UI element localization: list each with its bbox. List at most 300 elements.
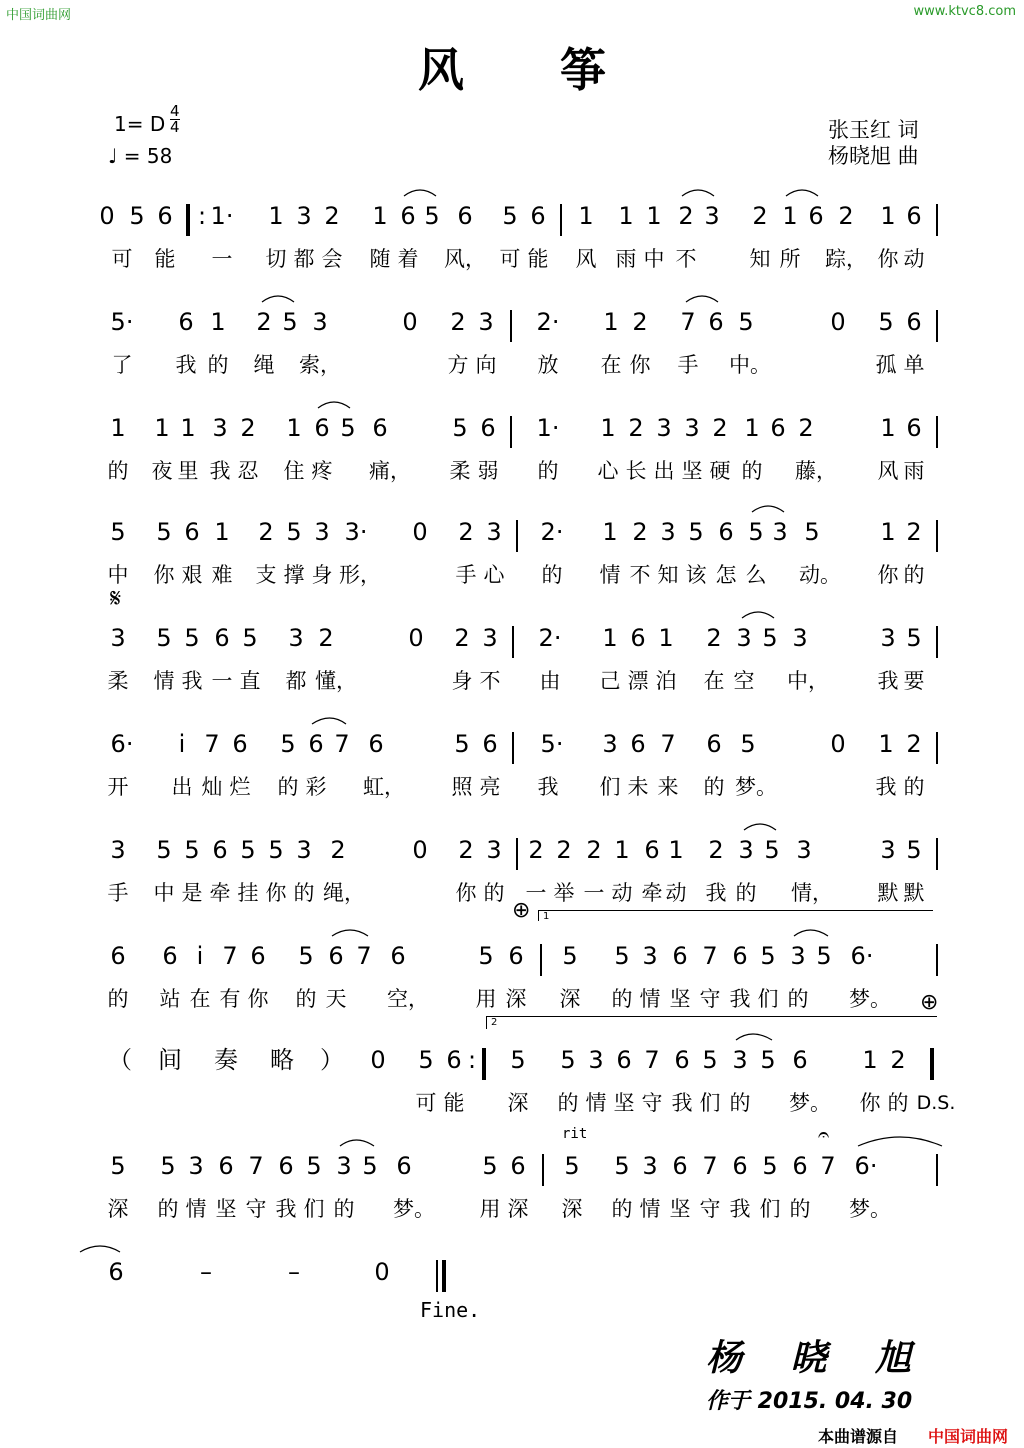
lyric-char: 里 — [177, 459, 199, 483]
footer-source-label: 本曲谱源自 — [818, 1427, 899, 1446]
note: 5 — [156, 624, 172, 652]
slur-arc — [742, 612, 774, 618]
lyricist-credit: 张玉红 词 — [828, 118, 919, 142]
note: 2 — [890, 1046, 906, 1074]
note: 1· — [210, 202, 234, 230]
lyric-char: 柔 — [449, 459, 471, 483]
lyric-char: 方 — [447, 353, 469, 377]
note: 1 — [744, 414, 760, 442]
lyric-char: 们 — [303, 1197, 325, 1221]
lyric-char: 单 — [903, 353, 925, 377]
note: 0 — [408, 624, 424, 652]
note: 6 — [480, 414, 496, 442]
lyric-char: 守 — [699, 1197, 721, 1221]
lyric-char: 着 — [397, 247, 419, 271]
note: 5 — [738, 308, 754, 336]
lyric-char: 能 — [527, 247, 549, 271]
note: 5 — [762, 624, 778, 652]
time-sig-top: 4 — [170, 102, 180, 120]
lyric-char: 艰 — [181, 563, 203, 587]
lyric-char: 不 — [675, 247, 697, 271]
note: 2 — [556, 836, 572, 864]
lyric-char: 在 — [189, 987, 211, 1011]
note: 5 — [242, 624, 258, 652]
note: 5 — [906, 624, 922, 652]
note: 5 — [510, 1046, 526, 1074]
note: 5 — [129, 202, 145, 230]
note: 6· — [110, 730, 134, 758]
lyric-char: 的 — [735, 881, 757, 905]
lyric-char: 都 — [285, 669, 307, 693]
lyric-char: 手 — [455, 563, 477, 587]
lyric-char: 站 — [159, 987, 181, 1011]
note: 6 — [792, 1152, 808, 1180]
lyric-char: 中 — [107, 563, 129, 587]
lyric-char: 牵 — [641, 881, 663, 905]
note: 1 — [602, 624, 618, 652]
lyric-char: 情 — [153, 669, 175, 693]
tie-arc — [858, 1137, 942, 1146]
note: 3 — [684, 414, 700, 442]
note: 5 — [184, 624, 200, 652]
note: 1 — [210, 308, 226, 336]
lyric-char: 都 — [293, 247, 315, 271]
note: 1 — [880, 518, 896, 546]
lyric-char: 举 — [553, 881, 575, 905]
note: 2 — [258, 518, 274, 546]
note: 5 — [478, 942, 494, 970]
lyric-char: 照 — [451, 775, 473, 799]
lyric-char: 切 — [265, 247, 287, 271]
note: 6 — [718, 518, 734, 546]
lyric-char: 你 — [153, 563, 175, 587]
lyric-char: 可 — [415, 1091, 437, 1115]
note: 5 — [286, 518, 302, 546]
segno-icon: 𝄋 — [110, 584, 122, 614]
lyric-char: 们 — [759, 1197, 781, 1221]
fine-marking: Fine. — [420, 1298, 481, 1322]
lyric-char: 中， — [787, 669, 829, 693]
note: 5 — [764, 836, 780, 864]
lyric-char: 随 — [369, 247, 391, 271]
note: 3 — [314, 518, 330, 546]
note: 3 — [790, 942, 806, 970]
note: 5 — [564, 1152, 580, 1180]
note: 6 — [482, 730, 498, 758]
lyric-char: 情 — [585, 1091, 607, 1115]
lyric-char: 情 — [185, 1197, 207, 1221]
note: 2 — [330, 836, 346, 864]
site-logo-left[interactable]: 中国词曲网 — [6, 8, 72, 23]
lyric-char: 我 — [875, 775, 897, 799]
interlude-char: 略 — [270, 1046, 294, 1074]
lyric-char: 要 — [903, 669, 925, 693]
note: 2 — [798, 414, 814, 442]
lyric-char: 是 — [181, 881, 203, 905]
note: 5 — [240, 836, 256, 864]
lyric-char: 情 — [639, 987, 661, 1011]
lyric-char: 直 — [239, 669, 261, 693]
lyric-char: 的 — [903, 563, 925, 587]
note: 6 — [214, 624, 230, 652]
note: 1 — [286, 414, 302, 442]
lyric-char: 的 — [787, 987, 809, 1011]
lyric-char: 漂 — [627, 669, 649, 693]
note: 6 — [218, 1152, 234, 1180]
note: 6 — [906, 414, 922, 442]
lyric-char: 我 — [181, 669, 203, 693]
lyric-char: 坚 — [613, 1091, 635, 1115]
note: 0 — [830, 308, 846, 336]
note: 7 — [820, 1152, 836, 1180]
lyric-char: 由 — [539, 669, 561, 693]
note: 5 — [562, 942, 578, 970]
lyric-char: 索， — [299, 353, 341, 377]
note: 3 — [188, 1152, 204, 1180]
note: 1 — [600, 414, 616, 442]
lyric-char: 泊 — [655, 669, 677, 693]
lyric-char: 虹， — [363, 775, 405, 799]
note: 3 — [732, 1046, 748, 1074]
lyric-char: 了 — [111, 353, 133, 377]
note: 2· — [538, 624, 562, 652]
note: 6 — [110, 942, 126, 970]
lyric-char: 开 — [107, 775, 129, 799]
lyric-char: 有 — [219, 987, 241, 1011]
note: 5 — [454, 730, 470, 758]
note: 6 — [457, 202, 473, 230]
note: 6 — [368, 730, 384, 758]
note: 1 — [668, 836, 684, 864]
lyric-char: 梦。 — [393, 1197, 435, 1221]
lyric-char: 形， — [339, 563, 381, 587]
note: 6 — [616, 1046, 632, 1074]
lyric-char: 默 — [903, 881, 925, 905]
note: 7 — [660, 730, 676, 758]
note: 1 — [110, 414, 126, 442]
note: 6· — [850, 942, 874, 970]
note: i — [196, 942, 204, 970]
tempo-marking: ♩ = 58 — [108, 144, 173, 168]
lyric-char: 守 — [699, 987, 721, 1011]
note: 1 — [180, 414, 196, 442]
key-signature: 1= D — [114, 112, 166, 136]
rit-marking: rit — [562, 1126, 588, 1142]
lyric-char: 情， — [791, 881, 833, 905]
note: 6 — [390, 942, 406, 970]
lyric-char: 身 — [451, 669, 473, 693]
note: 2 — [906, 518, 922, 546]
note: 3 — [486, 836, 502, 864]
note: 5 — [306, 1152, 322, 1180]
note: 5 — [452, 414, 468, 442]
note: 3 — [656, 414, 672, 442]
lyric-char: 的 — [107, 987, 129, 1011]
note: 6 — [308, 730, 324, 758]
note: 5 — [418, 1046, 434, 1074]
lyric-char: 风 — [575, 247, 597, 271]
note: i — [178, 730, 186, 758]
note: 2 — [528, 836, 544, 864]
note: 5 — [760, 1046, 776, 1074]
lyric-char: 长 — [625, 459, 647, 483]
lyric-char: 天 — [325, 987, 347, 1011]
lyric-char: 中 — [153, 881, 175, 905]
lyric-char: 风 — [877, 459, 899, 483]
lyric-char: 的 — [483, 881, 505, 905]
lyric-char: 可 — [499, 247, 521, 271]
note: 7 — [334, 730, 350, 758]
lyric-char: 硬 — [709, 459, 731, 483]
lyric-char: 在 — [600, 353, 622, 377]
note: 6 — [706, 730, 722, 758]
coda-icon: ⊕ — [920, 990, 939, 1015]
lyric-char: 难 — [211, 563, 233, 587]
note: 3 — [642, 942, 658, 970]
note: 3 — [602, 730, 618, 758]
lyric-char: 撑 — [283, 563, 305, 587]
lyric-char: 的 — [887, 1091, 909, 1115]
note: 7 — [222, 942, 238, 970]
lyric-char: 夜 — [151, 459, 173, 483]
interlude-paren: （ — [108, 1046, 132, 1074]
lyric-char: 梦。 — [849, 987, 891, 1011]
note: 5 — [282, 308, 298, 336]
lyric-char: 孤 — [875, 353, 897, 377]
note: 6 — [314, 414, 330, 442]
note: 7 — [702, 942, 718, 970]
note: 6 — [732, 1152, 748, 1180]
lyric-char: 雨 — [903, 459, 925, 483]
note: 6 — [808, 202, 824, 230]
note: 1 — [603, 308, 619, 336]
lyric-char: 绳， — [323, 881, 365, 905]
coda-icon: ⊕ — [512, 898, 531, 923]
note: 6 — [770, 414, 786, 442]
note: 6 — [212, 836, 228, 864]
note: 6 — [157, 202, 173, 230]
lyric-char: 心 — [483, 563, 505, 587]
note: – — [200, 1258, 212, 1286]
note: 1 — [880, 202, 896, 230]
note: 3 — [296, 836, 312, 864]
note: 3 — [212, 414, 228, 442]
lyric-char: 的 — [157, 1197, 179, 1221]
note: 6 — [510, 1152, 526, 1180]
interlude-paren: ） — [320, 1046, 344, 1074]
note: 3 — [296, 202, 312, 230]
note: 0 — [412, 836, 428, 864]
lyric-char: 你 — [247, 987, 269, 1011]
note: 5 — [160, 1152, 176, 1180]
lyric-char: 空 — [733, 669, 755, 693]
slur-arc — [752, 506, 784, 512]
note: 6 — [508, 942, 524, 970]
note: 6 — [708, 308, 724, 336]
lyric-char: 你 — [877, 563, 899, 587]
lyric-char: 深 — [507, 1197, 529, 1221]
note: 3 — [336, 1152, 352, 1180]
note: 2 — [458, 518, 474, 546]
lyric-char: 我 — [705, 881, 727, 905]
note: 2 — [752, 202, 768, 230]
lyric-char: 来 — [657, 775, 679, 799]
note: 5 — [614, 1152, 630, 1180]
lyric-char: 手 — [107, 881, 129, 905]
volta-1-label: 1 — [543, 911, 550, 922]
lyric-char: 不 — [629, 563, 651, 587]
note: 7 — [356, 942, 372, 970]
song-title: 风 筝 — [417, 43, 646, 97]
note: 6 — [906, 308, 922, 336]
note: 0 — [412, 518, 428, 546]
lyric-char: 你 — [629, 353, 651, 377]
footer-source-site[interactable]: 中国词曲网 — [928, 1427, 1009, 1446]
note: 2 — [240, 414, 256, 442]
lyric-char: 我 — [537, 775, 559, 799]
volta-2-label: 2 — [491, 1017, 498, 1028]
site-url-right[interactable]: www.ktvc8.com — [913, 4, 1016, 19]
slur-arc — [682, 190, 714, 196]
note: 3 — [482, 624, 498, 652]
note: 0 — [99, 202, 115, 230]
lyric-char: 们 — [699, 1091, 721, 1115]
slur-arc — [312, 718, 346, 724]
lyric-char: 痛， — [369, 459, 411, 483]
lyric-char: 一 — [211, 247, 233, 271]
note: 3 — [110, 836, 126, 864]
note: 5· — [110, 308, 134, 336]
note: 2 — [632, 308, 648, 336]
note: 1 — [578, 202, 594, 230]
lyric-char: 身 — [311, 563, 333, 587]
note: 6 — [674, 1046, 690, 1074]
note: 5 — [760, 942, 776, 970]
barline — [436, 1260, 438, 1292]
composition-date: 作于 2015. 04. 30 — [706, 1389, 913, 1414]
lyric-char: 我 — [209, 459, 231, 483]
lyric-char: 动。 — [799, 563, 841, 587]
note: 6 — [732, 942, 748, 970]
note: 2 — [324, 202, 340, 230]
lyric-char: 怎 — [715, 563, 737, 587]
lyric-char: 的 — [537, 459, 559, 483]
lyric-char: 风， — [444, 247, 486, 271]
note: 3 — [660, 518, 676, 546]
note: 5 — [280, 730, 296, 758]
lyric-char: 坚 — [681, 459, 703, 483]
lyric-char: 深 — [507, 1091, 529, 1115]
note: 5 — [502, 202, 518, 230]
lyric-char: 在 — [703, 669, 725, 693]
note: 3 — [312, 308, 328, 336]
note: 2 — [906, 730, 922, 758]
note: 1 — [602, 518, 618, 546]
note: 2· — [536, 308, 560, 336]
lyric-char: 彩 — [305, 775, 327, 799]
note: 6 — [372, 414, 388, 442]
note: 5 — [362, 1152, 378, 1180]
lyric-char: 你 — [455, 881, 477, 905]
note: – — [288, 1258, 300, 1286]
lyric-char: 坚 — [669, 1197, 691, 1221]
note: 5 — [110, 1152, 126, 1180]
lyric-char: 支 — [255, 563, 277, 587]
note: 6 — [328, 942, 344, 970]
note: 6 — [250, 942, 266, 970]
lyric-char: 的 — [611, 1197, 633, 1221]
slur-arc — [262, 296, 294, 302]
lyric-char: 一 — [211, 669, 233, 693]
note: 1 — [878, 730, 894, 758]
note: 5 — [156, 836, 172, 864]
note: 5 — [906, 836, 922, 864]
lyric-char: 坚 — [215, 1197, 237, 1221]
slur-arc — [786, 190, 818, 196]
slur-arc — [318, 402, 350, 408]
lyric-char: 的 — [789, 1197, 811, 1221]
note: 3 — [110, 624, 126, 652]
note: 5 — [268, 836, 284, 864]
note: 3 — [772, 518, 788, 546]
lyric-char: 绳 — [253, 353, 275, 377]
slur-arc — [686, 296, 718, 302]
note: 0 — [370, 1046, 386, 1074]
lyric-char: 梦。 — [849, 1197, 891, 1221]
lyric-char: 灿 — [201, 775, 223, 799]
note: 5 — [340, 414, 356, 442]
note: 1· — [536, 414, 560, 442]
lyric-char: 梦。 — [789, 1091, 831, 1115]
lyric-char: 们 — [757, 987, 779, 1011]
note: 6 — [184, 518, 200, 546]
note: 6 — [446, 1046, 462, 1074]
slur-arc — [340, 1140, 374, 1146]
note: : — [197, 202, 207, 230]
note: 0 — [374, 1258, 390, 1286]
note: 2 — [678, 202, 694, 230]
lyric-char: 我 — [729, 987, 751, 1011]
lyric-char: 会 — [321, 247, 343, 271]
note: 3 — [792, 624, 808, 652]
slur-arc — [404, 190, 436, 196]
lyric-char: 一 — [525, 881, 547, 905]
note: 6 — [400, 202, 416, 230]
slur-arc — [794, 930, 828, 936]
slur-arc — [744, 824, 776, 830]
slur-arc — [736, 1034, 772, 1040]
note: 6· — [854, 1152, 878, 1180]
lyric-char: 的 — [207, 353, 229, 377]
lyric-char: 你 — [877, 247, 899, 271]
note: 2 — [712, 414, 728, 442]
note: 2 — [256, 308, 272, 336]
final-barline — [442, 1260, 446, 1292]
lyric-char: 手 — [677, 353, 699, 377]
note: 1 — [618, 202, 634, 230]
lyric-char: 懂， — [315, 669, 357, 693]
lyric-char: 中。 — [729, 353, 771, 377]
note: 1 — [614, 836, 630, 864]
lyric-char: 未 — [627, 775, 649, 799]
lyric-char: 空， — [387, 987, 429, 1011]
lyric-char: 的 — [333, 1197, 355, 1221]
lyric-char: 我 — [671, 1091, 693, 1115]
lyric-char: 么 — [745, 563, 767, 587]
note: 1 — [372, 202, 388, 230]
note: 7 — [644, 1046, 660, 1074]
note: 3 — [288, 624, 304, 652]
